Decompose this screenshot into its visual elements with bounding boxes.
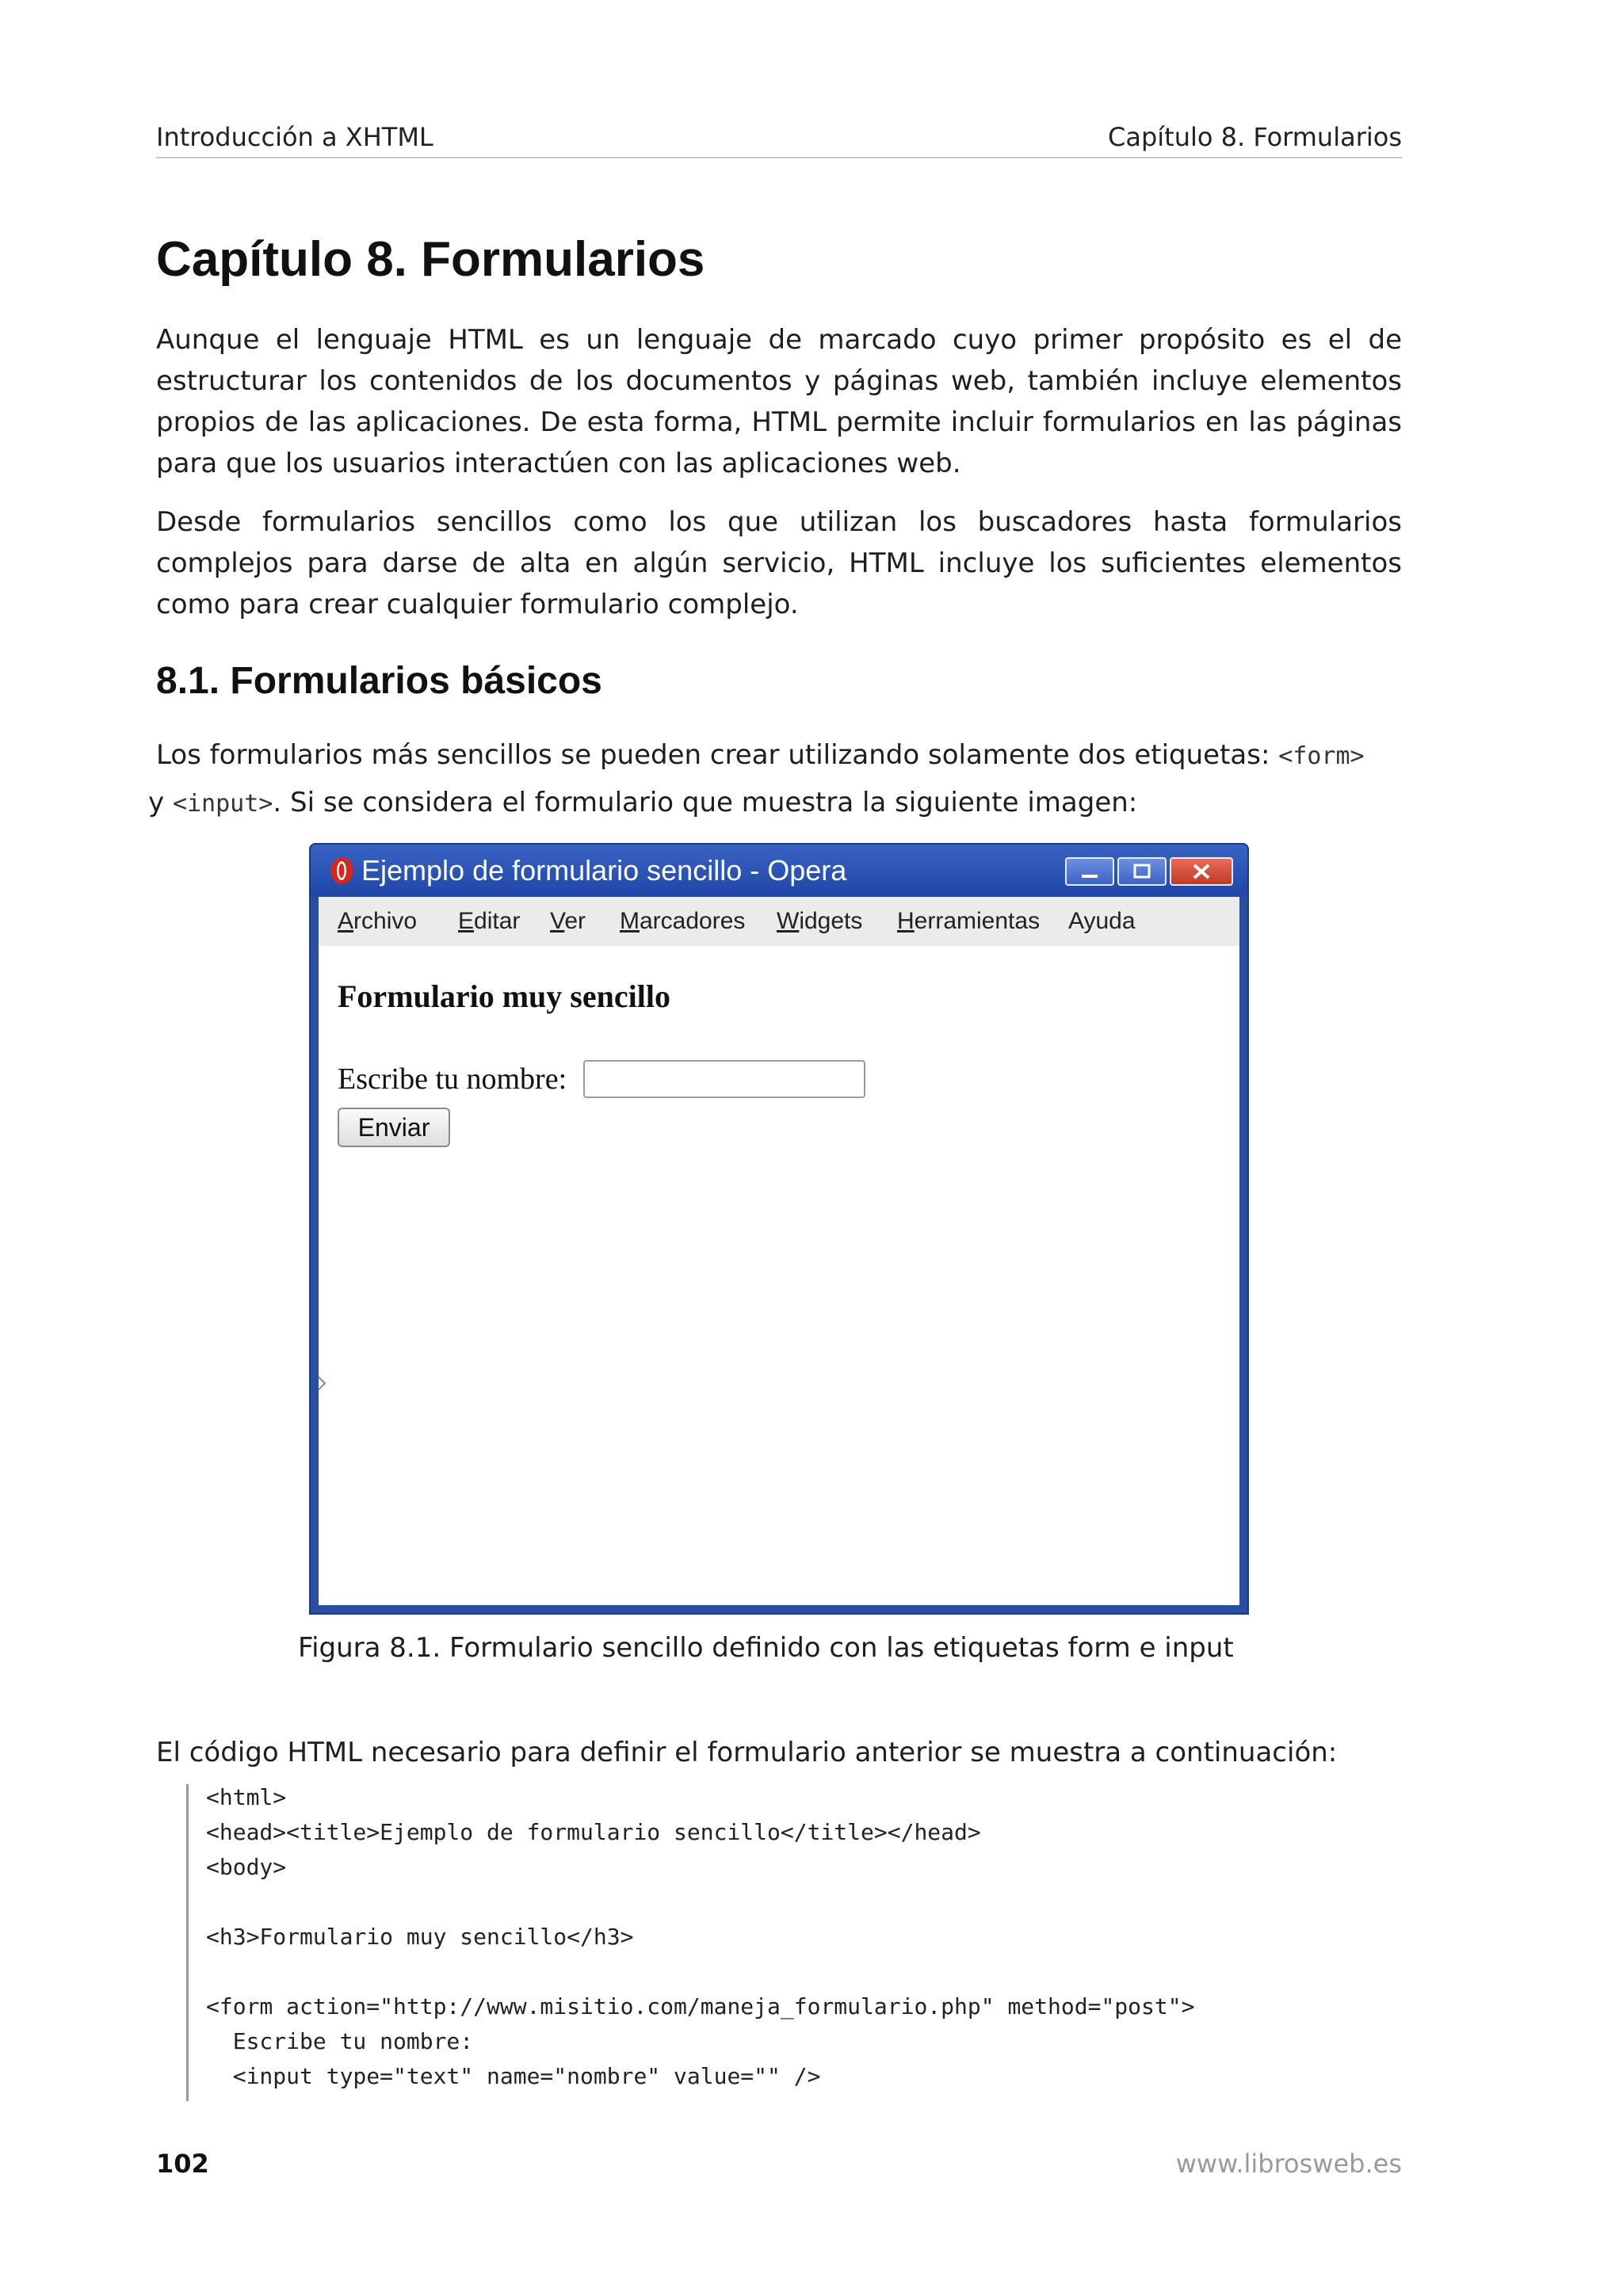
page-header [156,119,1402,158]
window-title: Ejemplo de formulario sencillo - Opera [361,854,847,887]
menu-ver[interactable]: Ver [550,908,586,934]
browser-menubar [319,897,1239,947]
minimize-icon [1067,859,1113,884]
maximize-button[interactable] [1117,857,1167,886]
section-title: 8.1. Formularios básicos [156,660,602,702]
code-block [186,1784,1377,2101]
section-paragraph-text-3: . Si se considera el formulario que muestra la siguiente imagen: [273,787,1138,818]
intro-paragraph-2: Desde formularios sencillos como los que utilizan los buscadores hasta formularios complejos para darse de alta en algún servicio, HTML incluye los suficientes elementos como para crear cualquier formulario complejo. [156,506,1402,620]
code-line: <html> [206,1784,287,1810]
submit-button[interactable]: Enviar [338,1108,450,1147]
code-intro-paragraph: El código HTML necesario para definir el formulario anterior se muestra a continuación: [156,1737,1338,1768]
minimize-button[interactable] [1065,857,1114,886]
code-line: <input type="text" name="nombre" value="" /> [206,2063,821,2089]
footer-site: www.librosweb.es [1175,2149,1402,2179]
menu-herramientas[interactable]: Herramientas [897,908,1041,934]
section-paragraph [148,732,1402,827]
form-tag-code: <form> [1278,742,1365,770]
browser-content [319,946,1239,1605]
close-icon [1171,859,1232,884]
chapter-title: Capítulo 8. Formularios [156,232,705,287]
menu-ayuda-label: Ayuda [1068,908,1136,934]
menu-ayuda[interactable] [1068,908,1136,935]
menu-editar[interactable]: Editar [458,908,521,934]
section-paragraph-text-2: y [148,787,173,818]
code-line: <form action="http://www.misitio.com/maneja_formulario.php" method="post"> [206,1993,1195,2019]
code-line: <head><title>Ejemplo de formulario sencillo</title></head> [206,1819,981,1845]
window-titlebar [311,845,1247,897]
intro-paragraph-1: Aunque el lenguaje HTML es un lenguaje de marcado cuyo primer propósito es el de estructurar los contenidos de los documentos y páginas web, también incluye elementos propios de las aplicaciones. De esta forma, HTML permite incluir formularios en las páginas para que los usuarios interactúen con las aplicaciones web. [156,324,1402,479]
name-label: Escribe tu nombre: [338,1062,567,1096]
header-chapter: Capítulo 8. Formularios [1107,122,1402,152]
section-paragraph-text-1: Los formularios más sencillos se pueden crear utilizando solamente dos etiquetas: [156,739,1279,771]
page-number: 102 [156,2149,209,2179]
input-tag-code: <input> [172,790,273,818]
menu-marcadores[interactable]: Marcadores [620,908,746,934]
opera-logo-icon [328,856,355,886]
close-button[interactable] [1170,857,1233,886]
panel-toggle-arrow-icon[interactable] [317,1374,327,1393]
header-book-title: Introducción a XHTML [156,122,433,152]
code-line: <h3>Formulario muy sencillo</h3> [206,1924,634,1950]
menu-archivo[interactable]: Archivo [338,908,418,934]
code-line: <body> [206,1854,287,1880]
maximize-icon [1119,859,1165,884]
menu-widgets[interactable]: Widgets [777,908,863,934]
form-heading: Formulario muy sencillo [338,978,670,1014]
name-input[interactable] [583,1060,865,1098]
code-line: Escribe tu nombre: [206,2028,474,2054]
browser-window-figure [309,843,1249,1615]
figure-caption: Figura 8.1. Formulario sencillo definido con las etiquetas form e input [298,1632,1234,1664]
